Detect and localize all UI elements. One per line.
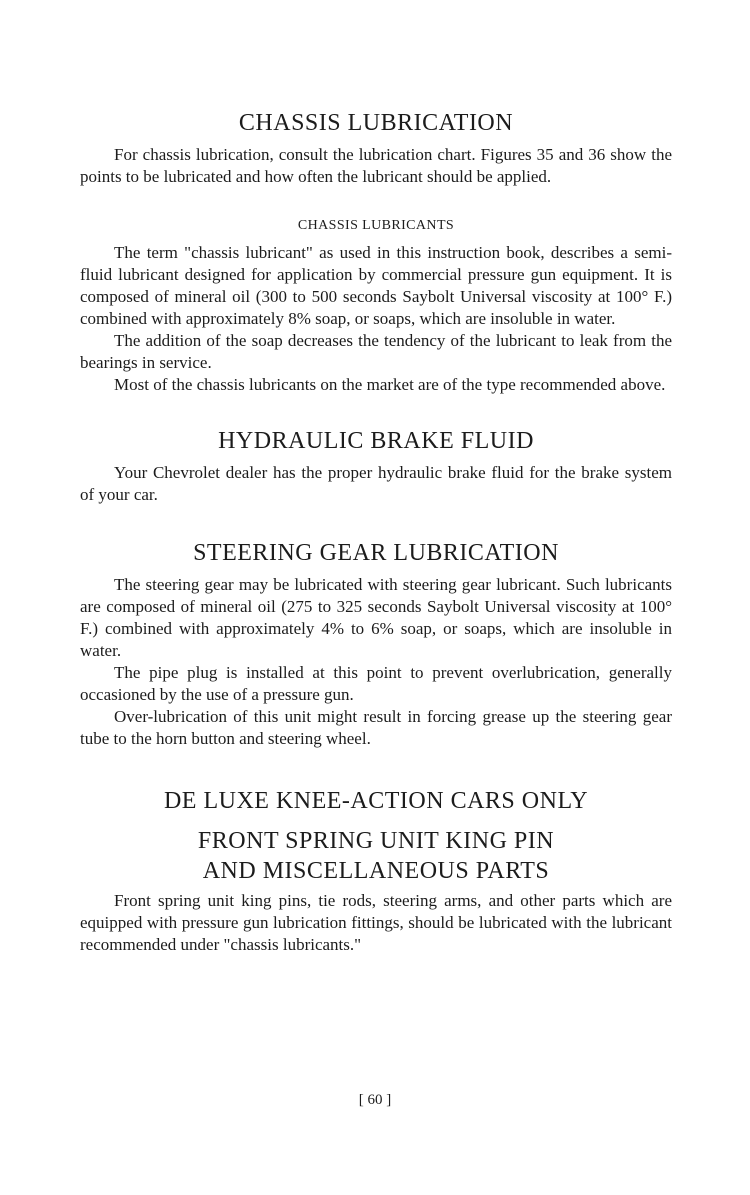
deluxe-knee-action-heading: DE LUXE KNEE-ACTION CARS ONLY [163, 788, 589, 814]
steering-gear-paragraph-1: The steering gear may be lubricated with steering gear lubricant. Such lubricants are composed of mineral oil (275 to 325 seconds Saybolt Universal viscosity at 100° F.) combined with approximately 4% to 6% soap, or soaps, which are insoluble in water. [80, 575, 672, 660]
steering-gear-lubrication-heading: STEERING GEAR LUBRICATION [193, 540, 559, 566]
chassis-lubricants-paragraph-2: The addition of the soap decreases the tendency of the lubricant to leak from the bearings in service. [80, 331, 672, 372]
chassis-lubricants-paragraph-3: Most of the chassis lubricants on the market are of the type recommended above. [114, 375, 666, 394]
steering-gear-paragraph-2: The pipe plug is installed at this point to prevent overlubrication, generally occasioned by the use of a pressure gun. [80, 663, 672, 704]
page-number: [ 60 ] [358, 1092, 392, 1108]
front-spring-subheading-line-1: FRONT SPRING UNIT KING PIN [197, 828, 555, 854]
hydraulic-brake-fluid-paragraph: Your Chevrolet dealer has the proper hydraulic brake fluid for the brake system of your car. [80, 463, 672, 504]
chassis-lubrication-heading: CHASSIS LUBRICATION [238, 110, 514, 136]
chassis-lubricants-heading: CHASSIS LUBRICANTS [297, 218, 455, 233]
chassis-lubrication-paragraph: For chassis lubrication, consult the lubrication chart. Figures 35 and 36 show the points to be lubricated and how often the lubricant should be applied. [80, 145, 672, 186]
front-spring-subheading-line-2: AND MISCELLANEOUS PARTS [202, 858, 550, 884]
page-body [80, 100, 672, 956]
steering-gear-paragraph-3: Over-lubrication of this unit might result in forcing grease up the steering gear tube to the horn button and steering wheel. [80, 707, 672, 748]
front-spring-paragraph: Front spring unit king pins, tie rods, steering arms, and other parts which are equipped with pressure gun lubrication fittings, should be lubricated with the lubricant recommended under "chassis lubricants." [80, 891, 672, 954]
chassis-lubricants-paragraph-1: The term "chassis lubricant" as used in this instruction book, describes a semi-fluid lubricant designed for application by commercial pressure gun equipment. It is composed of mineral oil (300 to 500 seconds Saybolt Universal viscosity at 100° F.) combined with approximately 8% soap, or soaps, which are insoluble in water. [80, 243, 672, 328]
hydraulic-brake-fluid-heading: HYDRAULIC BRAKE FLUID [218, 428, 534, 454]
